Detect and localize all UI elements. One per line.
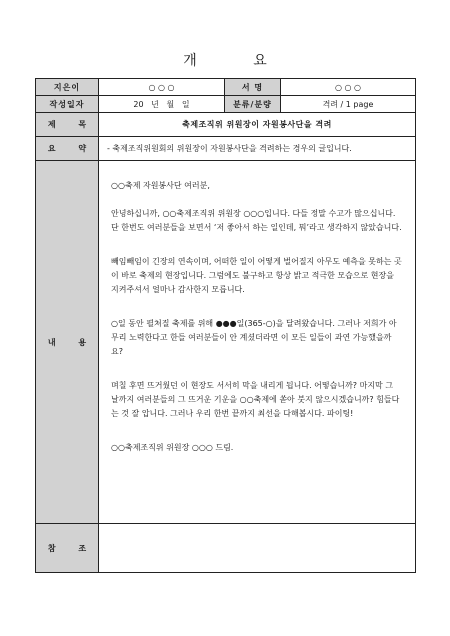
summary-form-table [35,78,416,573]
letter-paragraph-1: 안녕하십니까, ○○축제조직위 위원장 ○○○입니다. 다들 정말 수고가 많으십니다. 단 한번도 여러분들을 보면서 ‘저 좋아서 하는 일인데, 뭐’라고 생각하지 않았습니다. [111,209,402,232]
reference-label: 참 조 [36,524,99,573]
subject-value: 축제조직위 위원장이 자원봉사단을 격려 [99,113,416,137]
letter-closing: ○○축제조직위 위원장 ○○○ 드림. [111,443,234,452]
letter-paragraph-2: 빼임빼임이 긴장의 연속이며, 어떠한 일이 어떻게 벌어질지 아무도 예측을 못하는 곳이 바로 축제의 현장입니다. 그럼에도 불구하고 항상 밝고 적극한 모습으로 현장을 지켜주셔서 얼마나 감사한지 모릅니다. [111,257,402,294]
signature-label: 서 명 [225,79,281,96]
category-label: 분류/분량 [225,96,281,113]
category-value: 격려 / 1 page [281,96,416,113]
subject-label: 제 목 [36,113,99,137]
content-body [99,161,416,524]
summary-value: - 축제조직위원회의 위원장이 자원봉사단을 격려하는 경우의 글입니다. [99,137,416,161]
signature-value: ○ ○ ○ [281,79,416,96]
summary-label: 요 약 [36,137,99,161]
letter-greeting: ○○축제 자원봉사단 여러분, [111,181,210,190]
date-value: 20 년 월 일 [99,96,225,113]
author-value: ○ ○ ○ [99,79,225,96]
reference-value [99,524,416,573]
letter-paragraph-3: ○일 동안 펼쳐질 축제를 위해 ●●●일(365-○)을 달려왔습니다. 그러나 저희가 아무리 노력한다고 한들 여러분들이 안 계셨더라면 이 모든 일들이 과연 가능했을까요? [111,319,397,356]
content-label: 내 용 [36,161,99,524]
page-title: 개 요 [183,53,293,69]
date-label: 작성일자 [36,96,99,113]
letter-paragraph-4: 며칠 후면 뜨거웠던 이 현장도 서서히 막을 내리게 됩니다. 어떻습니까? 마지막 그 날까지 여러분들의 그 뜨거운 기운을 ○○축제에 쏟아 붓지 않으시겠습니까? 힘들다는 것 잘 압니다. 그러나 우리 한번 끝까지 최선을 다해봅시다. 파이팅! [111,381,400,418]
author-label: 지은이 [36,79,99,96]
